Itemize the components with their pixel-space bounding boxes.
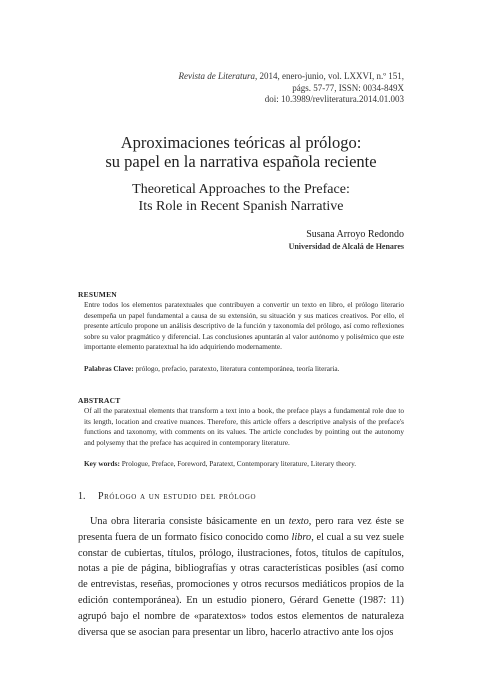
abstract-heading: ABSTRACT (78, 396, 121, 405)
abstract-text: Of all the paratextual elements that transform a text into a book, the preface plays a fundamental role due to its length, location and creative nuances. Therefore, this article offers a descriptive analysis of the preface's functions and taxonomy, with comments on its values. The article concludes by pointing out the autonomy and polysemy that the preface has acquired in contemporary literature. (84, 406, 404, 447)
author-name: Susana Arroyo Redondo (306, 229, 404, 240)
abstract-keywords-label: Key words: (84, 459, 120, 468)
title-english-line-1: Theoretical Approaches to the Preface: (132, 182, 350, 197)
doi: doi: 10.3989/revliteratura.2014.01.003 (264, 94, 404, 104)
journal-pages: págs. 57-77, ISSN: 0034-849X (292, 82, 404, 93)
body-paragraph-1 (78, 514, 404, 640)
section-1-number: 1. (78, 491, 86, 502)
author-affiliation: Universidad de Alcalá de Henares (288, 242, 404, 251)
body-emphasis-texto: texto (288, 516, 309, 527)
section-1-heading (78, 491, 256, 502)
resumen-keywords-label: Palabras Clave: (84, 364, 134, 373)
resumen-heading: RESUMEN (78, 290, 117, 299)
journal-line (104, 71, 404, 83)
journal-issue: , 2014, enero-junio, vol. LXXVI, n.º 151, (254, 71, 404, 81)
resumen-keywords-list: prólogo, prefacio, paratexto, literatura contemporánea, teoría literaria. (135, 364, 340, 373)
resumen-text: Entre todos los elementos paratextuales que contribuyen a convertir un texto en libro, el prólogo literario desempeña un papel fundamental a causa de su extensión, su situación y sus matices creativos. Por ello, el presente artículo propone un análisis descriptivo de la función y taxonomía del prólogo, así como reflexiones sobre su valor pragmático y diferencial. Las conclusiones apuntarán al valor autónomo y polisémico que este importante elemento paratextual ha ido adquiriendo modernamente. (84, 300, 404, 352)
section-1-title: Prólogo a un estudio del prólogo (98, 491, 257, 502)
title-spanish-line-2: su papel en la narrativa española reciente (105, 152, 377, 171)
journal-citation (104, 71, 404, 106)
resumen-keywords (84, 364, 404, 375)
abstract-keywords-list: Prologue, Preface, Foreword, Paratext, Contemporary literature, Literary theory. (121, 459, 357, 468)
title-english-line-2: Its Role in Recent Spanish Narrative (138, 199, 344, 214)
body-text-run: Una obra literaria consiste básicamente en un (90, 516, 289, 527)
body-text-run: , pero rara vez éste se presenta fuera de un formato físico conocido como (78, 516, 404, 543)
journal-name: Revista de Literatura (178, 71, 255, 81)
abstract-keywords (84, 459, 404, 470)
title-spanish (78, 133, 404, 171)
title-spanish-line-1: Aproximaciones teóricas al prólogo: (120, 133, 362, 152)
body-emphasis-libro: libro (291, 531, 312, 543)
body-text-run: , el cual a su vez suele constar de cubiertas, títulos, prólogo, ilustraciones, fotos, títulos de capítulos, notas a pie de página, bibliografías y otras características posibles (así como de entrevistas, reseñas, promociones y otros recursos mediáticos propios de la edición contemporánea). En un estudio pionero, Gérard Genette (1987: 11) agrupó bajo el nombre de «paratextos» todos estos elementos de naturaleza diversa que se asocian para presentar un libro, hacerlo atractivo ante los ojos (78, 531, 404, 638)
title-english (78, 181, 404, 215)
